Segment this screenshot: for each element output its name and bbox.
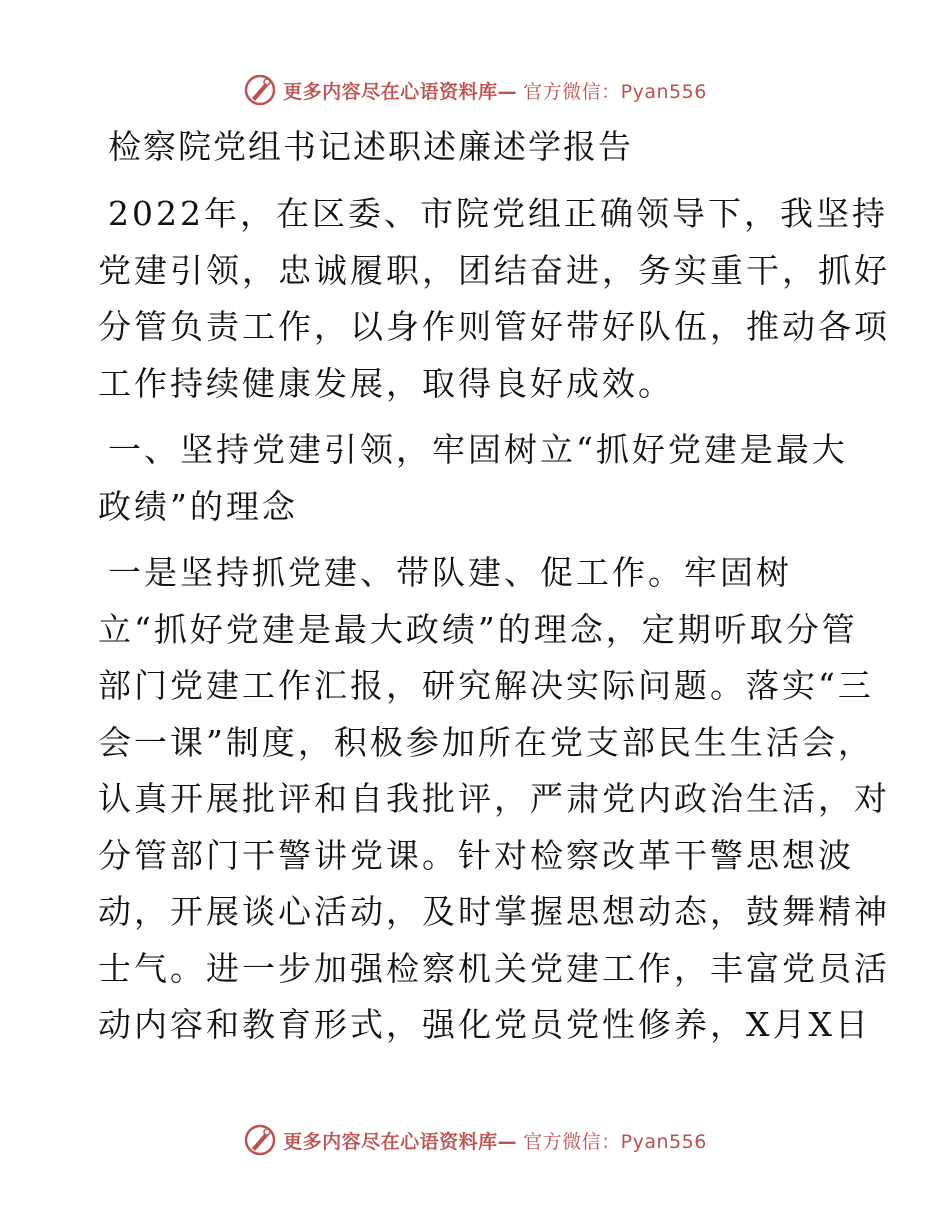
paragraph-line: 认真开展批评和自我批评，严肃党内政治生活，对 <box>98 779 890 818</box>
paragraph-line: 党建引领，忠诚履职，团结奋进，务实重干，抓好 <box>98 250 890 290</box>
paragraph-line: 士气。进一步加强检察机关党建工作，丰富党员活 <box>98 948 890 988</box>
paragraph-intro <box>98 186 890 412</box>
paragraph-line: 立“抓好党建是最大政绩”的理念，定期听取分管 <box>98 609 858 649</box>
paragraph-line: 分管部门干警讲党课。针对检察改革干警思想波 <box>98 835 854 875</box>
pen-logo-icon <box>243 1123 277 1157</box>
document-title: 检察院党组书记述职述廉述学报告 <box>108 127 633 166</box>
paragraph-line: 动内容和教育形式，强化党员党性修养，X月X日 <box>98 1005 871 1044</box>
paragraph-line: 会一课”制度，积极参加所在党支部民生生活会， <box>98 722 874 762</box>
paragraph-section-1-item-1 <box>98 545 890 1054</box>
watermark-text: 更多内容尽在心语资料库— <box>283 1130 518 1153</box>
heading-line: 一、坚持党建引领，牢固树立“抓好党建是最大 <box>108 430 848 469</box>
heading-line: 政绩”的理念 <box>98 486 298 526</box>
watermark-header <box>0 70 950 110</box>
paragraph-line: 动，开展谈心活动，及时掌握思想动态，鼓舞精神 <box>98 892 890 931</box>
paragraph-line: 2022年，在区委、市院党组正确领导下，我坚持 <box>108 194 888 233</box>
document-body <box>98 118 890 1064</box>
watermark-footer <box>0 1120 950 1160</box>
section-heading-1 <box>98 422 858 535</box>
watermark-contact: 官方微信：Pyan556 <box>523 1130 707 1153</box>
pen-logo-icon <box>243 73 277 107</box>
paragraph-line: 分管负责工作，以身作则管好带好队伍，推动各项 <box>98 307 890 346</box>
paragraph-line: 工作持续健康发展，取得良好成效。 <box>98 363 674 403</box>
watermark-text: 更多内容尽在心语资料库— <box>283 80 518 103</box>
paragraph-line: 一是坚持抓党建、带队建、促工作。牢固树 <box>108 553 792 592</box>
paragraph-line: 部门党建工作汇报，研究解决实际问题。落实“三 <box>98 666 874 705</box>
watermark-contact: 官方微信：Pyan556 <box>523 80 707 103</box>
